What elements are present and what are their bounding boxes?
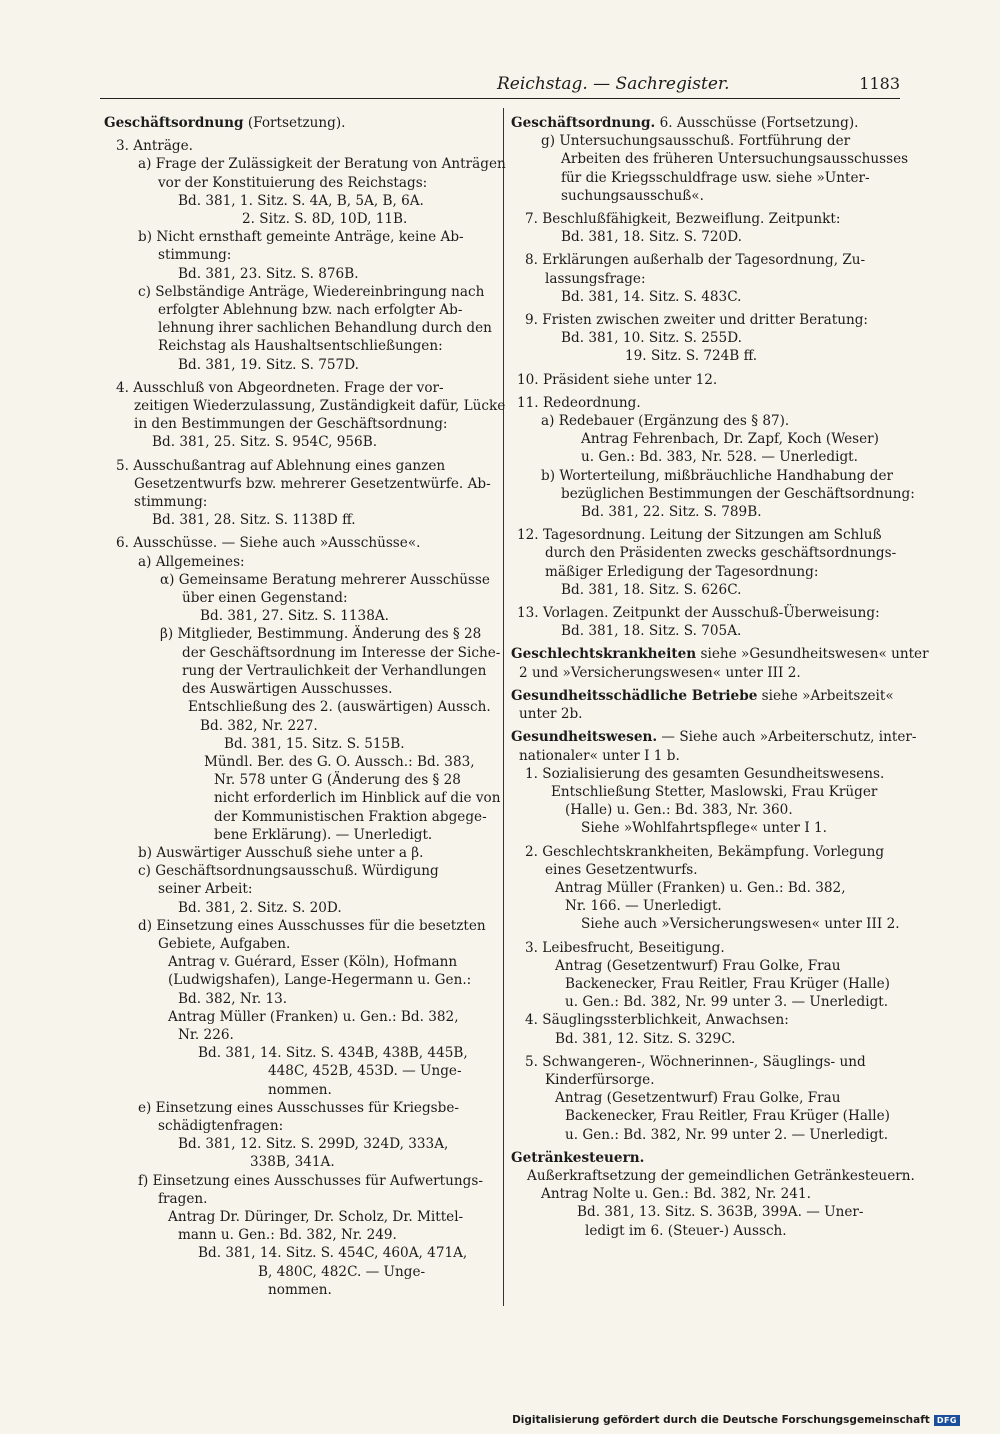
index-line: des Auswärtigen Ausschusses.	[182, 681, 393, 698]
index-line: Siehe auch »Versicherungswesen« unter III 2.	[581, 916, 900, 933]
index-line: mann u. Gen.: Bd. 382, Nr. 249.	[178, 1227, 397, 1244]
index-line: schädigtenfragen:	[158, 1117, 284, 1134]
index-line: Bd. 381, 23. Sitz. S. 876B.	[178, 265, 359, 282]
index-line: 1. Sozialisierung des gesamten Gesundheitswesens.	[525, 765, 885, 782]
page-header	[100, 74, 900, 100]
index-entry	[511, 251, 899, 306]
index-line: stimmung:	[158, 247, 232, 264]
index-line: Bd. 381, 14. Sitz. S. 434B, 438B, 445B,	[198, 1045, 468, 1062]
index-line: Gesetzentwurfs bzw. mehrerer Gesetzentwürfe. Ab-	[134, 475, 491, 492]
index-line: Nr. 166. — Unerledigt.	[565, 898, 722, 915]
index-line: Antrag Dr. Düringer, Dr. Scholz, Dr. Mittel-	[168, 1208, 464, 1225]
index-line: Bd. 381, 18. Sitz. S. 720D.	[561, 229, 742, 246]
index-line: u. Gen.: Bd. 383, Nr. 528. — Unerledigt.	[581, 449, 858, 466]
index-line: für die Kriegsschuldfrage usw. siehe »Unter-	[561, 169, 870, 186]
entry-heading-line	[511, 114, 899, 132]
index-line: Antrag Müller (Franken) u. Gen.: Bd. 382,	[555, 879, 846, 896]
index-line: Bd. 381, 13. Sitz. S. 363B, 399A. — Uner-	[577, 1204, 864, 1221]
index-entry	[511, 371, 899, 389]
index-line: a) Redebauer (Ergänzung des § 87).	[541, 413, 790, 430]
index-line: a) Frage der Zulässigkeit der Beratung von Anträgen	[138, 156, 506, 173]
index-line: Antrag (Gesetzentwurf) Frau Golke, Frau	[555, 957, 841, 974]
index-line: Bd. 381, 14. Sitz. S. 483C.	[561, 288, 742, 305]
index-line: 5. Schwangeren-, Wöchnerinnen-, Säuglings- und	[525, 1053, 866, 1070]
index-line: Bd. 381, 25. Sitz. S. 954C, 956B.	[152, 434, 378, 451]
column-divider	[503, 108, 504, 1306]
dfg-logo: DFG	[934, 1415, 960, 1426]
index-line: bezüglichen Bestimmungen der Geschäftsordnung:	[561, 485, 915, 502]
index-line: 9. Fristen zwischen zweiter und dritter Beratung:	[525, 312, 869, 329]
index-line: c) Selbständige Anträge, Wiedereinbringung nach	[138, 283, 485, 300]
index-line: 338B, 341A.	[250, 1154, 335, 1171]
index-line: Bd. 381, 2. Sitz. S. 20D.	[178, 899, 342, 916]
index-line: 4. Ausschluß von Abgeordneten. Frage der vor-	[116, 379, 444, 396]
entry-heading-rest: — Siehe auch »Arbeiterschutz, inter-	[657, 729, 917, 746]
index-entry	[104, 379, 506, 452]
index-line: fragen.	[158, 1190, 208, 1207]
index-line: Bd. 381, 14. Sitz. S. 454C, 460A, 471A,	[198, 1245, 468, 1262]
page-number: 1183	[859, 74, 900, 93]
index-line: a) Allgemeines:	[138, 553, 245, 570]
index-line: 2. Sitz. S. 8D, 10D, 11B.	[242, 211, 408, 228]
index-line: rung der Vertraulichkeit der Verhandlungen	[182, 662, 487, 679]
index-line: b) Nicht ernsthaft gemeinte Anträge, keine Ab-	[138, 229, 464, 246]
entry-keyword: Getränkesteuern.	[511, 1149, 645, 1166]
index-line: stimmung:	[134, 494, 208, 511]
index-line: Bd. 382, Nr. 13.	[178, 990, 288, 1007]
index-entry	[511, 210, 899, 246]
index-entry	[511, 728, 917, 1143]
index-line: u. Gen.: Bd. 382, Nr. 99 unter 2. — Unerledigt.	[565, 1126, 889, 1143]
index-line: mäßiger Erledigung der Tagesordnung:	[545, 563, 819, 580]
index-line: 12. Tagesordnung. Leitung der Sitzungen am Schluß	[517, 527, 882, 544]
entry-keyword: Geschäftsordnung.	[511, 115, 656, 131]
index-line: über einen Gegenstand:	[182, 590, 348, 607]
funding-note: Digitalisierung gefördert durch die Deutsche Forschungsgemeinschaft	[512, 1414, 930, 1426]
index-entry	[104, 137, 506, 374]
entry-heading-rest: siehe »Arbeitszeit«	[757, 687, 894, 704]
index-line: Reichstag als Haushaltsentschließungen:	[158, 338, 443, 355]
index-line: 6. Ausschüsse. — Siehe auch »Ausschüsse«.	[116, 535, 421, 552]
entry-heading-line	[511, 1149, 899, 1167]
index-line: Bd. 381, 22. Sitz. S. 789B.	[581, 504, 762, 521]
index-line: eines Gesetzentwurfs.	[545, 861, 698, 878]
index-line: Bd. 381, 12. Sitz. S. 329C.	[555, 1030, 736, 1047]
index-line: Antrag (Gesetzentwurf) Frau Golke, Frau	[555, 1090, 841, 1107]
entry-heading-line	[511, 728, 917, 746]
index-line: Bd. 381, 18. Sitz. S. 705A.	[561, 623, 742, 640]
index-line: 19. Sitz. S. 724B ff.	[625, 348, 758, 365]
index-line: 8. Erklärungen außerhalb der Tagesordnung, Zu-	[525, 252, 866, 269]
index-line: unter 2b.	[519, 706, 583, 723]
entry-heading-line	[104, 114, 494, 132]
index-line: 7. Beschlußfähigkeit, Bezweiflung. Zeitpunkt:	[525, 211, 841, 228]
index-entry	[104, 114, 494, 132]
header-rule	[100, 98, 900, 99]
index-line: lehnung ihrer sachlichen Behandlung durch den	[158, 320, 492, 337]
index-line: e) Einsetzung eines Ausschusses für Kriegsbe-	[138, 1099, 459, 1116]
entry-keyword: Gesundheitswesen.	[511, 729, 658, 746]
index-line: Backenecker, Frau Reitler, Frau Krüger (Halle)	[565, 1108, 890, 1125]
index-line: Bd. 381, 28. Sitz. S. 1138D ff.	[152, 512, 356, 529]
entry-keyword: Geschäftsordnung	[104, 115, 244, 131]
entry-keyword: Gesundheitsschädliche Betriebe	[511, 687, 758, 704]
index-line: Entschließung des 2. (auswärtigen) Aussch.	[188, 699, 491, 716]
index-line: in den Bestimmungen der Geschäftsordnung:	[134, 416, 448, 433]
index-line: b) Worterteilung, mißbräuchliche Handhabung der	[541, 467, 894, 484]
index-line: 2 und »Versicherungswesen« unter III 2.	[519, 664, 801, 681]
index-line: suchungsausschuß«.	[561, 187, 704, 204]
index-line: Arbeiten des früheren Untersuchungsausschusses	[561, 151, 909, 168]
index-entry	[511, 1149, 915, 1240]
index-line: Gebiete, Aufgaben.	[158, 935, 291, 952]
index-line: Bd. 382, Nr. 227.	[200, 717, 318, 734]
index-entry	[511, 114, 909, 205]
index-entry	[511, 604, 899, 640]
entry-heading-line	[511, 645, 929, 663]
left-column	[104, 114, 506, 1304]
index-line: Kinderfürsorge.	[545, 1071, 655, 1088]
index-entry	[511, 311, 899, 366]
index-line: Bd. 381, 19. Sitz. S. 757D.	[178, 356, 359, 373]
index-line: 5. Ausschußantrag auf Ablehnung eines ganzen	[116, 457, 446, 474]
index-line: nommen.	[268, 1281, 332, 1298]
index-line: Bd. 381, 15. Sitz. S. 515B.	[224, 735, 405, 752]
index-entry	[511, 645, 929, 681]
index-line: u. Gen.: Bd. 382, Nr. 99 unter 3. — Unerledigt.	[565, 994, 889, 1011]
index-line: vor der Konstituierung des Reichstags:	[158, 174, 428, 191]
index-entry	[104, 534, 501, 1299]
index-line: c) Geschäftsordnungsausschuß. Würdigung	[138, 863, 439, 880]
index-line: 13. Vorlagen. Zeitpunkt der Ausschuß-Überweisung:	[517, 605, 880, 622]
index-line: Bd. 381, 12. Sitz. S. 299D, 324D, 333A,	[178, 1136, 449, 1153]
index-line: Bd. 381, 27. Sitz. S. 1138A.	[200, 608, 389, 625]
index-line: Nr. 226.	[178, 1026, 234, 1043]
index-line: 4. Säuglingssterblichkeit, Anwachsen:	[525, 1012, 789, 1029]
index-line: (Ludwigshafen), Lange-Hegermann u. Gen.:	[168, 972, 472, 989]
index-line: erfolgter Ablehnung bzw. nach erfolgter Ab-	[158, 302, 463, 319]
index-line: durch den Präsidenten zwecks geschäftsordnungs-	[545, 545, 897, 562]
index-line: g) Untersuchungsausschuß. Fortführung der	[541, 133, 851, 150]
index-line: Bd. 381, 1. Sitz. S. 4A, B, 5A, B, 6A.	[178, 192, 424, 209]
index-line: Antrag Fehrenbach, Dr. Zapf, Koch (Weser)	[581, 431, 879, 448]
index-line: B, 480C, 482C. — Unge-	[258, 1263, 426, 1280]
index-line: (Halle) u. Gen.: Bd. 383, Nr. 360.	[565, 802, 793, 819]
index-line: Entschließung Stetter, Maslowski, Frau Krüger	[551, 783, 878, 800]
index-line: nommen.	[268, 1081, 332, 1098]
index-line: Bd. 381, 18. Sitz. S. 626C.	[561, 581, 742, 598]
footer	[512, 1414, 960, 1426]
index-line: 10. Präsident siehe unter 12.	[517, 371, 718, 388]
index-line: Antrag Müller (Franken) u. Gen.: Bd. 382,	[168, 1008, 459, 1025]
index-line: Außerkraftsetzung der gemeindlichen Getränkesteuern.	[527, 1167, 915, 1184]
entry-heading-rest: 6. Ausschüsse (Fortsetzung).	[655, 115, 859, 131]
index-line: α) Gemeinsame Beratung mehrerer Ausschüsse	[160, 571, 490, 588]
index-line: bene Erklärung). — Unerledigt.	[214, 826, 433, 843]
index-line: Siehe »Wohlfahrtspflege« unter I 1.	[581, 820, 828, 837]
entry-heading-line	[511, 687, 899, 705]
entry-keyword: Geschlechtskrankheiten	[511, 646, 697, 663]
index-line: ledigt im 6. (Steuer-) Aussch.	[585, 1222, 787, 1239]
index-line: b) Auswärtiger Ausschuß siehe unter a β.	[138, 844, 424, 861]
running-head: Reichstag. — Sachregister.	[497, 74, 730, 94]
index-line: 448C, 452B, 453D. — Unge-	[268, 1063, 462, 1080]
entry-heading-rest: siehe »Gesundheitswesen« unter	[696, 646, 929, 663]
index-line: Mündl. Ber. des G. O. Aussch.: Bd. 383,	[204, 753, 475, 770]
right-column	[511, 114, 929, 1245]
index-line: Backenecker, Frau Reitler, Frau Krüger (Halle)	[565, 975, 890, 992]
index-line: f) Einsetzung eines Ausschusses für Aufwertungs-	[138, 1172, 483, 1189]
index-line: Antrag v. Guérard, Esser (Köln), Hofmann	[168, 954, 458, 971]
index-line: 11. Redeordnung.	[517, 394, 641, 411]
index-line: 2. Geschlechtskrankheiten, Bekämpfung. Vorlegung	[525, 843, 885, 860]
index-line: der Kommunistischen Fraktion abgege-	[214, 808, 487, 825]
entry-heading-rest: (Fortsetzung).	[243, 115, 346, 131]
index-line: seiner Arbeit:	[158, 881, 253, 898]
index-line: der Geschäftsordnung im Interesse der Siche-	[182, 644, 501, 661]
index-entry	[511, 394, 915, 521]
index-line: 3. Leibesfrucht, Beseitigung.	[525, 939, 725, 956]
index-entry	[511, 526, 899, 599]
index-line: β) Mitglieder, Bestimmung. Änderung des § 28	[160, 626, 482, 643]
index-entry	[104, 457, 494, 530]
index-line: d) Einsetzung eines Ausschusses für die besetzten	[138, 917, 486, 934]
index-line: Antrag Nolte u. Gen.: Bd. 382, Nr. 241.	[541, 1186, 811, 1203]
index-entry	[511, 687, 899, 723]
index-line: nationaler« unter I 1 b.	[519, 747, 680, 764]
index-line: 3. Anträge.	[116, 138, 193, 155]
index-line: nicht erforderlich im Hinblick auf die von	[214, 790, 501, 807]
index-line: Nr. 578 unter G (Änderung des § 28	[214, 772, 461, 789]
index-line: zeitigen Wiederzulassung, Zuständigkeit dafür, Lücke	[134, 398, 506, 415]
index-line: Bd. 381, 10. Sitz. S. 255D.	[561, 330, 742, 347]
index-line: lassungsfrage:	[545, 270, 646, 287]
